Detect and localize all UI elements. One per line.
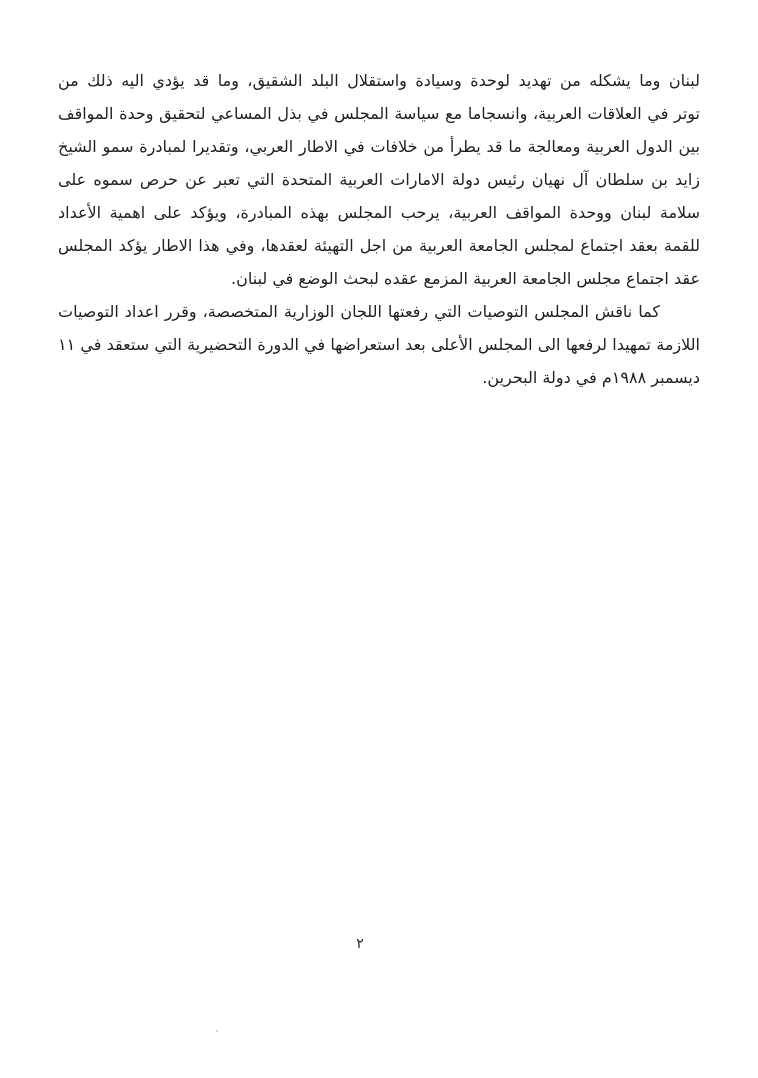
text-line: ديسمبر ١٩٨٨م في دولة البحرين.	[482, 368, 700, 387]
text-line: توتر في العلاقات العربية، وانسجاما مع سياسة المجلس في بذل المساعي لتحقيق وحدة المواقف	[58, 104, 700, 123]
paragraph-2	[58, 295, 700, 394]
page-number: ٢	[356, 936, 364, 952]
text-line: كما ناقش المجلس التوصيات التي رفعتها اللجان الوزارية المتخصصة، وقرر اعداد التوصيات	[58, 302, 660, 321]
scan-artifact-speck	[216, 1030, 218, 1032]
body-text	[58, 64, 700, 394]
text-line: اللازمة تمهيدا لرفعها الى المجلس الأعلى بعد استعراضها في الدورة التحضيرية التي ستعقد في ١١	[58, 335, 700, 354]
text-line: سلامة لبنان ووحدة المواقف العربية، يرحب المجلس بهذه المبادرة، ويؤكد على اهمية الأعداد	[58, 203, 700, 222]
paragraph-1	[58, 64, 700, 295]
text-line: زايد بن سلطان آل نهيان رئيس دولة الامارات العربية المتحدة التي تعبر عن حرص سموه على	[58, 170, 700, 189]
text-line: لبنان وما يشكله من تهديد لوحدة وسيادة واستقلال البلد الشقيق، وما قد يؤدي اليه ذلك من	[58, 71, 700, 90]
text-line: للقمة بعقد اجتماع لمجلس الجامعة العربية من اجل التهيئة لعقدها، وفي هذا الاطار يؤكد المجلس	[58, 236, 700, 255]
text-line: عقد اجتماع مجلس الجامعة العربية المزمع عقده لبحث الوضع في لبنان.	[230, 269, 700, 288]
text-line: بين الدول العربية ومعالجة ما قد يطرأ من خلافات في الاطار العربي، وتقديرا لمبادرة سمو الشيخ	[58, 137, 700, 156]
